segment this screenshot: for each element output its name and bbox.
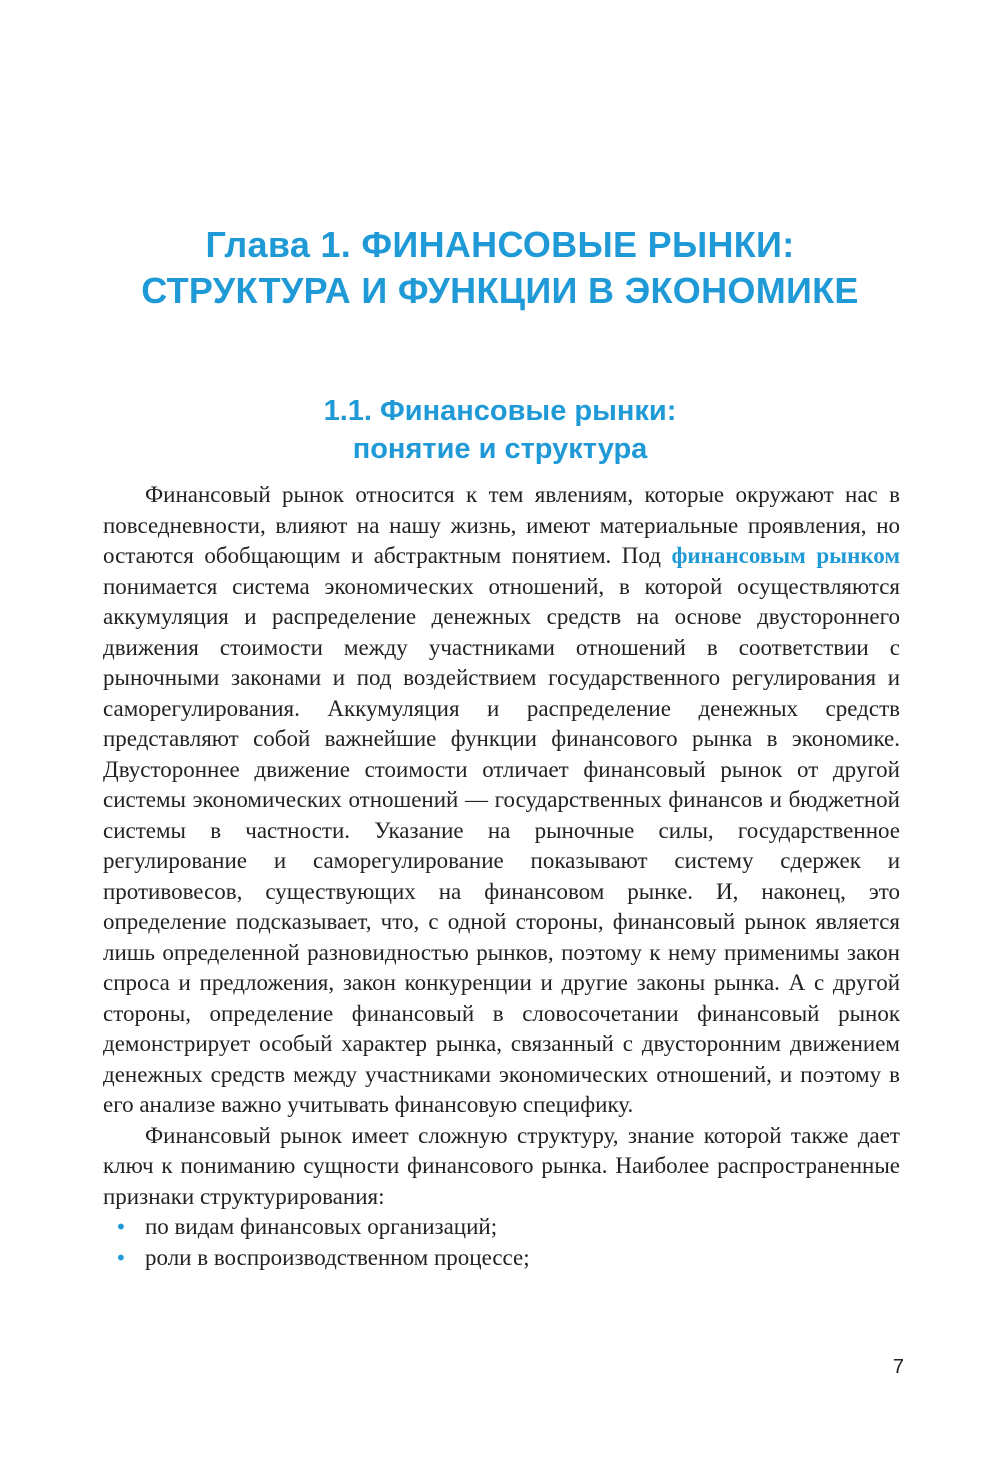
- section-title-line-2: понятие и структура: [352, 433, 648, 465]
- list-item: [103, 1243, 900, 1274]
- chapter-title: [100, 222, 900, 314]
- paragraph-1-rest: понимается система экономических отношений, в которой осуществляются аккумуляция и распределение денежных средств на основе двустороннего движения стоимости между участниками отношений в соответствии с рыночными законами и под воздействием государственного регулирования и саморегулирования. Аккумуляция и распределение денежных средств представляют собой важнейшие функции финансового рынка в экономике. Двустороннее движение стоимости отличает финансовый рынок от другой системы экономических отношений — государственных финансов и бюджетной системы в частности. Указание на рыночные силы, государственное регулирование и саморегулирование показывают систему сдержек и противовесов, существующих на финансовом рынке. И, наконец, это определение подсказывает, что, с одной стороны, финансовый рынок является лишь определенной разновидностью рынков, поэтому к нему применимы закон спроса и предложения, закон конкуренции и другие законы рынка. А с другой стороны, определение финансовый в словосочетании финансовый рынок демонстрирует особый характер рынка, связанный с двусторонним движением денежных средств между участниками экономических отношений, и поэтому в его анализе важно учитывать финансовую специфику.: [103, 573, 900, 1117]
- paragraph-1-start: Финансовый рынок относится к тем явлениям, которые окружают нас в повседневности, влияют на нашу жизнь, имеют материальные проявления, но остаются обобщающим и абстрактным понятием. Под: [103, 482, 900, 568]
- body-text: [103, 480, 900, 1273]
- term-financial-market: финансовым рынком: [671, 543, 901, 568]
- structuring-criteria-list: [103, 1212, 900, 1273]
- paragraph-1: [103, 480, 900, 1121]
- chapter-title-line-1: Глава 1. ФИНАНСОВЫЕ РЫНКИ:: [205, 224, 795, 265]
- page-number: 7: [892, 1356, 904, 1378]
- paragraph-2: Финансовый рынок имеет сложную структуру, знание которой также дает ключ к пониманию сущности финансового рынка. Наиболее распространенные признаки структурирования:: [103, 1122, 900, 1209]
- chapter-title-line-2: СТРУКТУРА И ФУНКЦИИ В ЭКОНОМИКЕ: [141, 270, 859, 311]
- section-title-line-1: 1.1. Финансовые рынки:: [323, 395, 677, 427]
- bullet-icon: •: [115, 1245, 127, 1270]
- bullet-icon: •: [115, 1215, 127, 1239]
- section-title: [100, 392, 900, 468]
- list-item-text: роли в воспроизводственном процессе;: [145, 1244, 530, 1270]
- list-item: [103, 1212, 900, 1243]
- list-item-text: по видам финансовых организаций;: [145, 1214, 498, 1239]
